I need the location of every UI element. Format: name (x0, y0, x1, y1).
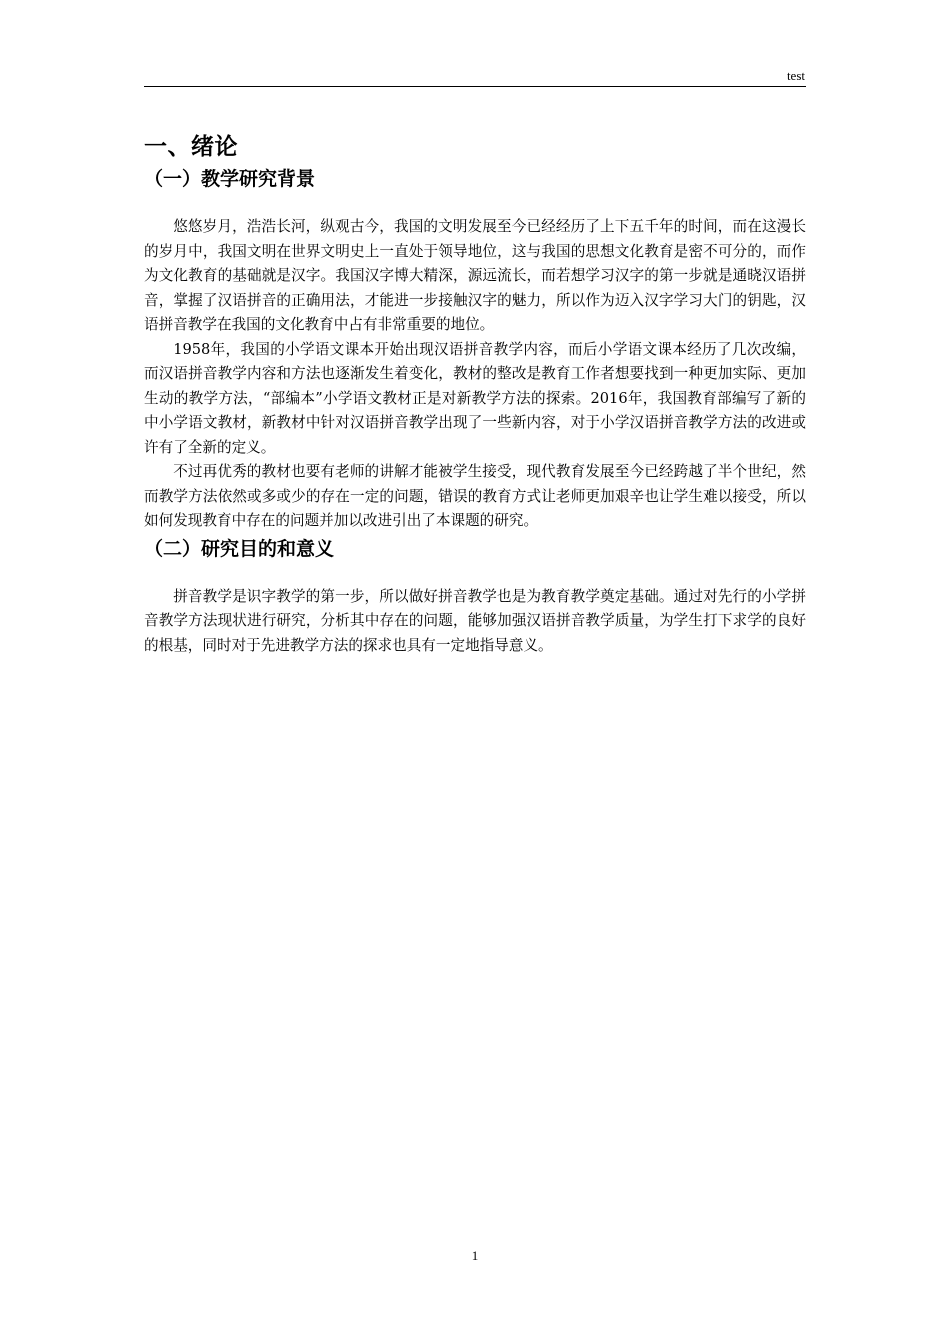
chapter-title: 一、绪论 (144, 134, 238, 160)
section-title-background: （一）教学研究背景 (144, 168, 316, 190)
paragraph: 1958年，我国的小学语文课本开始出现汉语拼音教学内容，而后小学语文课本经历了几次改编，而汉语拼音教学内容和方法也逐渐发生着变化，教材的整改是教育工作者想要找到一种更加实际、更加生动的教学方法，“部编本”小学语文教材正是对新教学方法的探索。2016年，我国教育部编写了新的中小学语文教材，新教材中针对汉语拼音教学出现了一些新内容，对于小学汉语拼音教学方法的改进或许有了全新的定义。 (144, 340, 806, 456)
section-title-purpose: （二）研究目的和意义 (144, 537, 335, 560)
header-rule (144, 86, 806, 87)
header-text: test (786, 68, 805, 83)
page-content (144, 130, 806, 658)
paragraph: 拼音教学是识字教学的第一步，所以做好拼音教学也是为教育教学奠定基础。通过对先行的小学拼音教学方法现状进行研究，分析其中存在的问题，能够加强汉语拼音教学质量，为学生打下求学的良好的根基，同时对于先进教学方法的探求也具有一定地指导意义。 (144, 587, 806, 654)
section-body-background (144, 215, 806, 534)
page-number: 1 (471, 1248, 479, 1263)
paragraph: 悠悠岁月，浩浩长河，纵观古今，我国的文明发展至今已经经历了上下五千年的时间，而在这漫长的岁月中，我国文明在世界文明史上一直处于领导地位，这与我国的思想文化教育是密不可分的，而作为文化教育的基础就是汉字。我国汉字博大精深，源远流长，而若想学习汉字的第一步就是通晓汉语拼音，掌握了汉语拼音的正确用法，才能进一步接触汉字的魅力，所以作为迈入汉字学习大门的钥匙，汉语拼音教学在我国的文化教育中占有非常重要的地位。 (144, 218, 806, 333)
paragraph: 不过再优秀的教材也要有老师的讲解才能被学生接受，现代教育发展至今已经跨越了半个世纪，然而教学方法依然或多或少的存在一定的问题，错误的教育方式让老师更加艰辛也让学生难以接受，所以如何发现教育中存在的问题并加以改进引出了本课题的研究。 (144, 463, 806, 529)
section-body-purpose (144, 585, 806, 659)
